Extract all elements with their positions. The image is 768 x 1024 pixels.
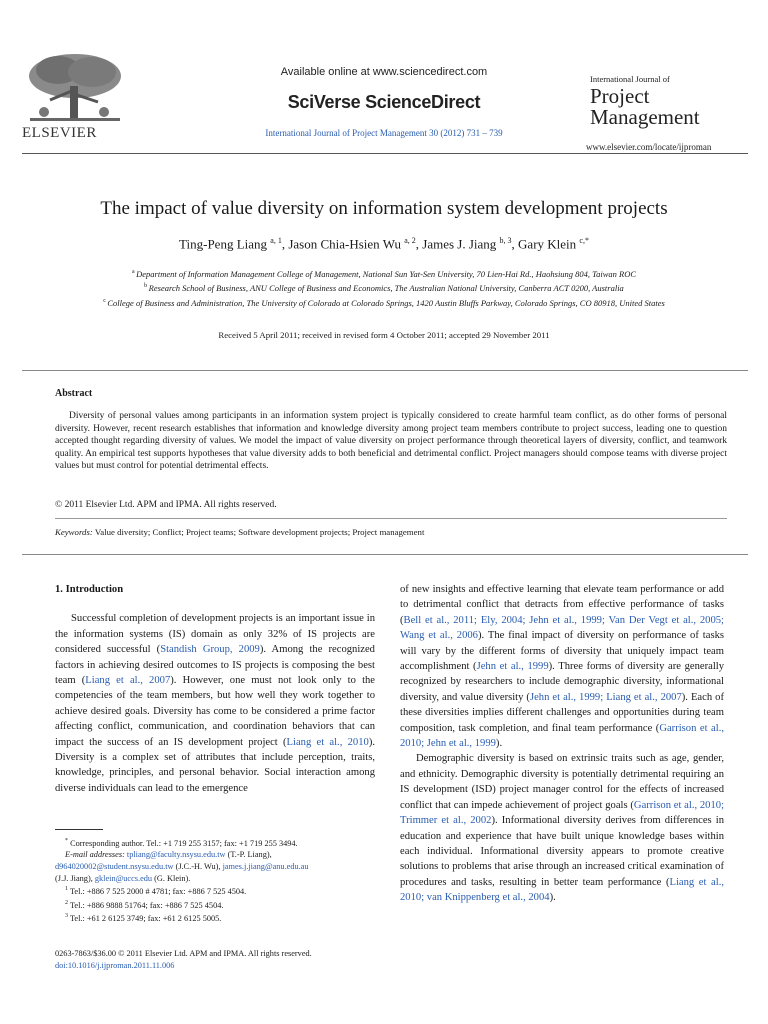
platform-name: SciVerse ScienceDirect — [287, 92, 481, 112]
author-name[interactable]: Jason Chia-Hsien Wu — [288, 236, 405, 252]
affiliation-text: Research School of Business, ANU College of Business and Economics, The Australian National University, Canberra ACT 0200, Australia — [148, 283, 624, 294]
abstract-divider-top — [22, 370, 748, 371]
email-owner-liang: (T.-P. Liang), — [225, 850, 272, 860]
email-owner-wu: (J.C.-H. Wu), — [173, 861, 223, 871]
intro-paragraph-1 — [55, 611, 375, 796]
author-name[interactable]: James J. Jiang — [422, 236, 500, 252]
affiliation-line — [0, 280, 768, 294]
affiliation-line — [0, 266, 768, 280]
body-text: of new insights and effective learning that elevate team performance or add to detrimental conflict that detracts from effective performance of tasks ( — [400, 584, 724, 626]
footnote-2-text: Tel.: +886 9888 51764; fax: +886 7 525 4504. — [69, 900, 224, 910]
footnote-emails — [55, 849, 375, 861]
citation-link[interactable]: Garrison et al., 2010; Jehn et al., 1999 — [400, 722, 725, 750]
intro-paragraph-2 — [400, 751, 724, 905]
keywords-list: Value diversity; Conflict; Project teams; Software development projects; Project management — [94, 527, 425, 537]
email-link-liang[interactable]: tpliang@faculty.nsysu.edu.tw — [126, 850, 226, 860]
journal-title — [590, 86, 700, 128]
footnote-1-text: Tel.: +886 7 525 2000 # 4781; fax: +886 7 525 4504. — [69, 886, 247, 896]
citation-link[interactable]: Bell et al., 2011; Ely, 2004; Jehn et al., 1999; Van Der Vegt et al., 2005; Wang et al., 2006 — [400, 614, 724, 642]
body-text: ). Each of these diversities implies different challenges and opportunities during team composition, task completion, and final team performance ( — [400, 691, 724, 734]
publisher-name: ELSEVIER — [22, 125, 97, 141]
author-separator: , — [415, 236, 423, 252]
email-link-jiang[interactable]: james.j.jiang@anu.edu.au — [222, 861, 309, 871]
footnote-3: $^3$ Tel.: +61 2 6125 3749; fax: +61 2 6125 5005. — [65, 912, 222, 923]
author-affiliation-mark: c,* — [579, 236, 589, 245]
email-owner-klein: (G. Klein). — [152, 873, 191, 883]
body-text: Demographic diversity is based on extrinsic traits such as age, gender, and ethnicity. Demographic diversity is potentially detrimental requiring an IS development (ISD) project manager control for the effects of increased conflict that can impede achievement of project goals ( — [400, 753, 724, 811]
affiliation-mark: b — [144, 283, 149, 290]
citation-link[interactable]: Liang et al., 2010; van Knippenberg et al., 2004 — [400, 876, 724, 904]
body-text: ). However, one must not look only to the competencies of the team members, but how well they work together to achieve desired goals. Diversity has come to be considered a prime factor affecting conflict, communication, and coordination behaviors that can impact the success of an IS development project ( — [55, 675, 376, 748]
paper-title: The impact of value diversity on information system development projects — [100, 198, 668, 219]
affiliation-mark: c — [103, 297, 108, 304]
body-text: ). Informational diversity derives from differences in education and experience that have built unique knowledge bases within each individual. Informational diversity appears to promote creative solutions to problems that arise through an increased critical examination of procedures and tasks, resulting in better team performance ( — [400, 815, 725, 888]
footnotes — [55, 836, 375, 924]
footnote-corresponding-text: Corresponding author. Tel.: +1 719 255 3157; fax: +1 719 255 3494. — [70, 838, 298, 848]
abstract-text: Diversity of personal values among participants in an information system project is typically considered to create harmful team conflict, as do other forms of personal diversity. However, recent research establishes that information and knowledge diversity among project team members contribute to project success, leading one to question accepted thought regarding diversity of values. We model the impact of value diversity on project performance through theoretical layers of diversity, conflict, and teamwork quality. An empirical test supports hypotheses that value diversity adds to both beneficial and detrimental conflict. Project managers should compose teams with diverse project values but must control for potential detrimental effects. — [55, 411, 727, 472]
email-link-wu[interactable]: d964020002@student.nsysu.edu.tw — [55, 861, 174, 871]
author-affiliation-mark: a, 2 — [404, 236, 416, 245]
abstract-heading: Abstract — [55, 388, 93, 399]
journal-title-line1: Project — [590, 84, 650, 108]
keywords-label: Keywords: — [55, 527, 93, 537]
author-affiliation-mark: a, 1 — [270, 236, 282, 245]
body-text: ). Diversity is a complex set of attributes that include perception, traits, knowledge, principles, and personal behavior. Social interaction among diverse individuals can lead to the emergence — [55, 736, 375, 794]
email-owner-jiang: (J.J. Jiang), — [55, 873, 95, 883]
keywords-divider — [55, 518, 727, 519]
available-online: Available online at www.sciencedirect.com — [280, 66, 488, 78]
issn-line: 0263-7863/$36.00 © 2011 Elsevier Ltd. APM and IPMA. All rights reserved. — [55, 949, 312, 958]
body-text: ). The final impact of diversity on performance of tasks will vary by the different forms of diversity that uniquely impact team accomplishment ( — [400, 630, 724, 673]
author-separator: , — [511, 236, 519, 252]
affiliation-text: College of Business and Administration, The University of Colorado at Colorado Springs, 1420 Austin Bluffs Parkway, Colorado Springs, CO 80918, United States — [107, 297, 665, 308]
citation-link[interactable]: Garrison et al., 2010; Trimmer et al., 2002 — [400, 799, 725, 827]
author-separator: , — [281, 236, 289, 252]
author-name[interactable]: Ting-Peng Liang — [179, 236, 271, 252]
body-text: Successful completion of development projects is an important issue in the information systems (IS) domain as only 32% of IS projects are considered successful ( — [55, 613, 375, 656]
citation-link[interactable]: Liang et al., 2007 — [85, 675, 171, 687]
author-list — [0, 236, 768, 252]
left-column — [55, 582, 375, 796]
journal-label: International Journal of — [590, 74, 670, 84]
footnote-divider — [55, 829, 103, 830]
body-text: ). Three forms of diversity are generally recognized by researchers to include demographic diversity, informational diversity, and value diversity ( — [400, 661, 725, 703]
footnote-emails-cont2 — [55, 873, 375, 885]
journal-url[interactable]: www.elsevier.com/locate/ijproman — [586, 142, 712, 152]
journal-title-line2: Management — [590, 105, 700, 129]
header-divider — [22, 153, 748, 154]
citation-link[interactable]: Standish Group, 2009 — [160, 644, 260, 656]
citation-link[interactable]: Liang et al., 2010 — [286, 736, 369, 748]
citation-link[interactable]: Jehn et al., 1999; Liang et al., 2007 — [529, 691, 682, 703]
section-heading: 1. Introduction — [55, 584, 124, 595]
footnote-2: $^2$ Tel.: +886 9888 51764; fax: +886 7 525 4504. — [65, 899, 224, 910]
journal-citation[interactable]: International Journal of Project Management 30 (2012) 731 – 739 — [265, 128, 503, 138]
right-column — [400, 582, 724, 906]
affiliation-mark: a — [131, 269, 137, 275]
issn-block — [55, 948, 385, 971]
affiliation-text: Department of Information Management College of Management, National Sun Yat-Sen University, 70 Lien-Hai Rd., Haohsiung 804, Taiwan ROC — [136, 268, 637, 279]
abstract-copyright: © 2011 Elsevier Ltd. APM and IPMA. All rights reserved. — [55, 500, 277, 510]
email-label: E-mail addresses: — [65, 850, 125, 860]
footnote-3-text: Tel.: +61 2 6125 3749; fax: +61 2 6125 5005. — [69, 913, 222, 923]
footnote-corresponding: * Corresponding author. Tel.: +1 719 255 3157; fax: +1 719 255 3494. — [65, 838, 298, 848]
abstract-divider-bottom — [22, 554, 748, 555]
body-text: ). Among the recognized factors in achieving desired outcomes to IS projects is composing the best team ( — [55, 644, 375, 687]
received-dates: Received 5 April 2011; received in revised form 4 October 2011; accepted 29 November 2011 — [218, 330, 550, 340]
affiliation-list — [0, 266, 768, 309]
citation-link[interactable]: Jehn et al., 1999 — [476, 661, 549, 673]
affiliation-line — [0, 295, 768, 309]
body-text: ). — [549, 892, 556, 904]
footnote-1: $^1$ Tel.: +886 7 525 2000 # 4781; fax: +886 7 525 4504. — [65, 886, 247, 896]
keywords — [55, 527, 424, 537]
author-name[interactable]: Gary Klein — [518, 236, 580, 252]
footnote-emails-cont — [55, 861, 375, 873]
email-link-klein[interactable]: gklein@uccs.edu — [94, 873, 153, 883]
doi-link[interactable]: doi:10.1016/j.ijproman.2011.11.006 — [55, 960, 175, 970]
author-affiliation-mark: b, 3 — [499, 236, 512, 245]
body-text: ). — [495, 738, 503, 750]
intro-paragraph-1-cont — [400, 582, 724, 751]
